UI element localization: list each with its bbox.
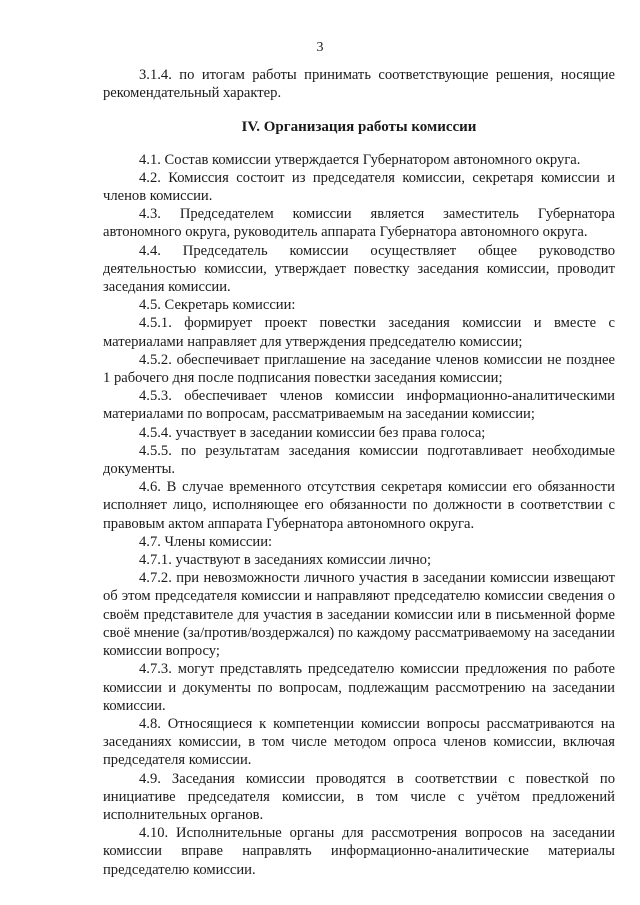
paragraph-4-5-1: 4.5.1. формирует проект повестки заседания комиссии и вместе с материалами направляет для утверждения председателю комиссии; [103,315,615,350]
paragraph-4-5: 4.5. Секретарь комиссии: [139,297,296,314]
paragraph-4-7-3: 4.7.3. могут представлять председателю комиссии предложения по работе комиссии и документы по вопросам, подлежащим рассмотрению на заседании комиссии. [103,661,615,714]
paragraph-4-5-3: 4.5.3. обеспечивает членов комиссии информационно-аналитическими материалами по вопросам, рассматриваемым на заседании комиссии; [103,388,615,423]
paragraph-4-6: 4.6. В случае временного отсутствия секретаря комиссии его обязанности исполняет лицо, исполняющее его обязанности по должности в соответствии с правовым актом аппарата Губернатора автономного округа. [103,479,615,532]
paragraph-4-10: 4.10. Исполнительные органы для рассмотрения вопросов на заседании комиссии вправе направлять информационно-аналитические материалы председателю комиссии. [103,825,615,878]
paragraph-4-5-4: 4.5.4. участвует в заседании комиссии без права голоса; [139,424,486,441]
paragraph-3-1-4: 3.1.4. по итогам работы принимать соответствующие решения, носящие рекомендательный характер. [103,67,615,102]
paragraph-4-7-1: 4.7.1. участвуют в заседаниях комиссии лично; [139,552,432,569]
paragraph-4-8: 4.8. Относящиеся к компетенции комиссии вопросы рассматриваются на заседаниях комиссии, в том числе методом опроса членов комиссии, включая председателя комиссии. [103,715,615,769]
paragraph-4-9: 4.9. Заседания комиссии проводятся в соответствии с повесткой по инициативе председателя комиссии, в том числе с учётом предложений исполнительных органов. [103,770,615,823]
paragraph-4-5-5: 4.5.5. по результатам заседания комиссии подготавливает необходимые документы. [103,442,615,478]
paragraph-4-7-2: 4.7.2. при невозможности личного участия в заседании комиссии извещают об этом председателя комиссии и направляют председателю комиссии сведения о своём представителе для участия в заседании комиссии или в письменной форме своё мнение (за/против/воздержался) по каждому рассматриваемому на заседании комиссии вопросу; [103,570,615,660]
paragraph-4-4: 4.4. Председатель комиссии осуществляет общее руководство деятельностью комиссии, утверждает повестку заседания комиссии, проводит заседания комиссии. [103,242,615,296]
paragraph-4-3: 4.3. Председателем комиссии является заместитель Губернатора автономного округа, руководитель аппарата Губернатора автономного округа. [103,206,615,241]
document-body [103,66,615,879]
paragraph-4-2: 4.2. Комиссия состоит из председателя комиссии, секретаря комиссии и членов комиссии. [103,169,615,205]
paragraph-4-7: 4.7. Члены комиссии: [139,533,273,550]
paragraph-4-5-2: 4.5.2. обеспечивает приглашение на заседание членов комиссии не позднее 1 рабочего дня после подписания повестки заседания комиссии; [103,351,615,387]
paragraph-4-1: 4.1. Состав комиссии утверждается Губернатором автономного округа. [139,151,581,168]
page-number: 3 [316,40,324,55]
section-heading: IV. Организация работы комиссии [241,119,477,136]
